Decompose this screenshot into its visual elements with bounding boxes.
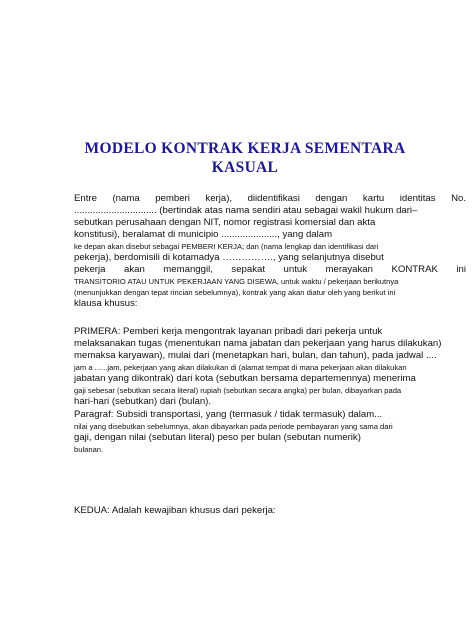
kedua-line-1: KEDUA: Adalah kewajiban khusus dari pekerja: (74, 505, 276, 516)
title-line-2: KASUAL (211, 159, 279, 176)
paragraf-line-2: nilai yang disebutkan sebelumnya, akan dibayarkan pada periode pembayaran yang sama dari (74, 422, 393, 431)
intro-line-5: ke depan akan disebut sebagai PEMBERI KERJA; dan (nama lengkap dan identifikasi dari (74, 242, 379, 251)
primera-line-5: jabatan yang dikontrak) dari kota (sebutkan bersama departemennya) menerima (74, 373, 416, 384)
paragraf-line-3: gaji, dengan nilai (sebutan literal) peso per bulan (sebutan numerik) (74, 432, 361, 443)
kedua-clause (74, 505, 466, 517)
intro-line-3: sebutkan perusahaan dengan NIT, nomor registrasi komersial dan akta (74, 217, 376, 228)
paragraf-line-4: bulanan. (74, 445, 104, 454)
intro-line-6: pekerja), berdomisili di kotamadya ……………., yang selanjutnya disebut (74, 252, 384, 263)
intro-line-7: pekerja akan memanggil, sepakat untuk merayakan KONTRAK ini (74, 264, 466, 275)
intro-line-2: ............................... (bertindak atas nama sendiri atau sebagai wakil hukum dari– (74, 205, 418, 216)
primera-line-1: PRIMERA: Pemberi kerja mengontrak layanan pribadi dari pekerja untuk (74, 326, 383, 337)
intro-line-8: TRANSITORIO ATAU UNTUK PEKERJAAN YANG DISEWA, untuk waktu / pekerjaan berikutnya (74, 277, 399, 286)
paragraf-line-1: Paragraf: Subsidi transportasi, yang (termasuk / tidak termasuk) dalam... (74, 409, 383, 420)
primera-line-7: hari-hari (sebutkan) dari (bulan). (74, 396, 212, 407)
primera-line-3: memaksa karyawan), mulai dari (menetapkan hari, bulan, dan tahun), pada jadwal .... (74, 350, 437, 361)
intro-line-1: Entre (nama pemberi kerja), diidentifikasi dengan kartu identitas No. (74, 193, 466, 204)
primera-line-6: gaji sebesar (sebutkan secara literal) rupiah (sebutkan secara angka) per bulan, dibayarkan pada (74, 386, 402, 395)
paragraf-clause (74, 409, 466, 455)
intro-line-10: klausa khusus: (74, 298, 138, 309)
document-title (60, 139, 430, 177)
intro-paragraph (74, 193, 466, 310)
primera-line-4: jam a ......jam, pekerjaan yang akan dilakukan di (alamat tempat di mana pekerjaan akan dilakukan (74, 363, 407, 372)
title-line-1: MODELO KONTRAK KERJA SEMENTARA (84, 140, 406, 157)
intro-line-9: (menunjukkan dengan tepat rincian sebelumnya), kontrak yang akan diatur oleh yang berikut ini (74, 288, 396, 297)
intro-line-4: konstitusi), beralamat di municipio ....................., yang dalam (74, 229, 333, 240)
primera-clause (74, 326, 466, 408)
primera-line-2: melaksanakan tugas (menentukan nama jabatan dan pekerjaan yang harus dilakukan) (74, 338, 442, 349)
